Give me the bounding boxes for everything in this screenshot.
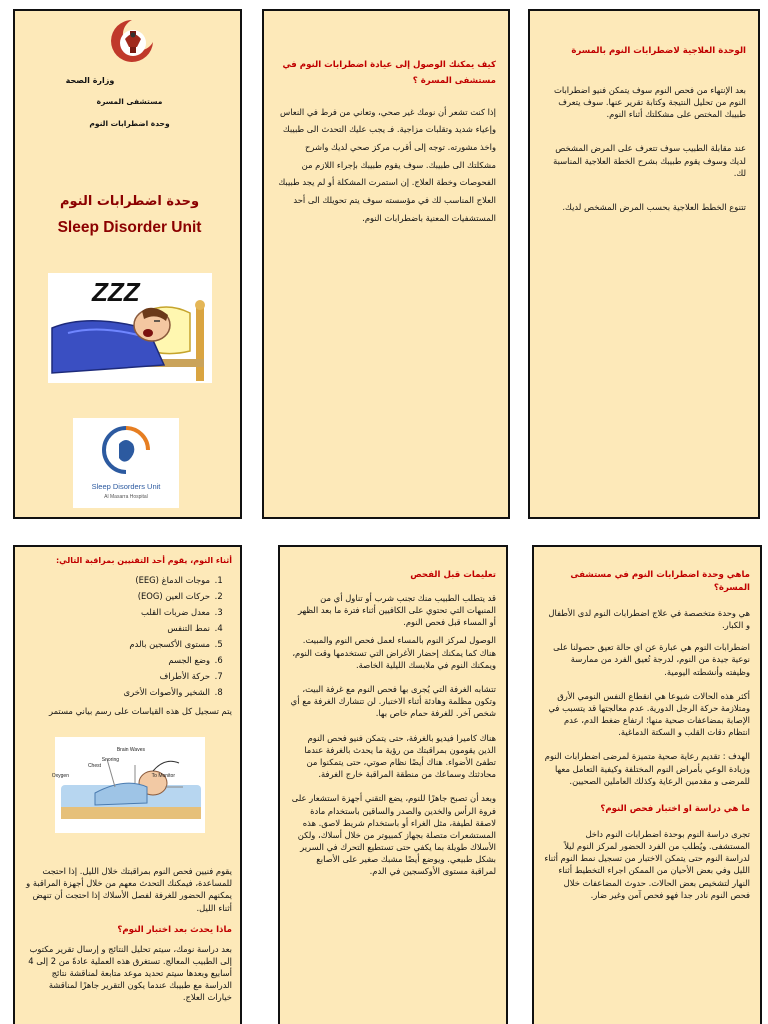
sleeping-person-illustration (48, 273, 212, 383)
ministry-name: وزارة الصحة (65, 76, 115, 85)
hospital-name: مستشفى المسرة (96, 97, 163, 106)
instructions-paragraph-2: الوصول لمركز النوم بالمساء لعمل فحص النوم والمبيت. هناك كما يمكنك إحضار الأغراض التي تستخدمها وقت النوم، ويمكنك النوم في ملابسك الليلية الخاصة. (292, 635, 496, 670)
what-is-unit-paragraph-2: اضطرابات النوم هي عبارة عن اي حالة تعيق حصولنا على نوعية جيدة من النوم، لدرجة تُعيق الفرد من ممارسة وظيفته وأنشطته اليومية. (553, 642, 750, 677)
unit-title-english: Sleep Disorder Unit (57, 219, 202, 236)
sleep-study-heading: ما هي دراسة او اختبار فحص النوم؟ (600, 804, 750, 815)
after-test-body: بعد دراسة نومك، سيتم تحليل النتائج و إرسال تقرير مكتوب إلى الطبيب المعالج. تستغرق هذه العملية عادةً من 2 إلى 4 أسابيع وبعدها سيتم تحديد موعد متابعة لمناقشة نتائج الدراسة مع طبيبك عندما يكون التقرير جاهزًا لمناقشة خيارات العلاج. (28, 943, 232, 1003)
sleep-study-diagram (51, 737, 205, 833)
instructions-paragraph-3: تتشابه الغرفة التي يُجرى بها فحص النوم مع غرفة البيت، وتكون مظلمة وهادئة أثناء الاختبار. لن تتشارك الغرفة مع أي شخص آخر. للغرفة حمام خاص بها. (290, 684, 496, 719)
list-item: 3. معدل ضربات القلب (23, 605, 212, 621)
instructions-paragraph-5: وبعد أن تصبح جاهزًا للنوم، يضع التقني أجهزة استشعار على فروة الرأس والخدين والصدر والساقين باستخدام مادة لاصقة لطيفة، مثل الغراء أو باستخدام شريط لاصق. هذه المستشعرات متصلة بجهاز كمبيوتر من خلال أسلاك، ولكن الأسلاك طويلة بما يكفي حتى تستطيع التحرك في السرير بشكل طبيعي. ويوضع أيضًا مشبك صغير على الأصابع لمراقبة مستوى الأوكسجين في الدم. (291, 793, 496, 877)
technician-monitoring-text: يقوم فنيين فحص النوم بمراقبتك خلال الليل. إذا احتجت للمساعدة، فيمكنك التحدث معهم من خلال أجهزة المراقبة و يمكنهم الحضور للغرفة لفصل الأسلاك إذا احتجت أن تنهض أثناء الليل. (26, 866, 232, 913)
after-test-heading: ماذا يحدث بعد اختبار النوم؟ (117, 924, 232, 935)
list-item: 1. موجات الدماغ (EEG) (23, 573, 212, 589)
what-is-unit-heading: ماهي وحدة اضطرابات النوم في مستشفى المسرة؟ (570, 570, 750, 593)
diagram-label-brain-waves: Brain Waves (116, 747, 145, 753)
unit-name-small: وحدة اضطرابات النوم (89, 119, 170, 128)
sleep-study-paragraph: تجرى دراسة النوم بوحدة اضطرابات النوم داخل المستشفى. ويُطلب من الفرد الحضور لمركز النوم ليلاً لدراسة النوم حتى يتمكن الاختبار من تسجيل نمط النوم أثناء الليل وفي بعض الأحيان من الممكن اجراء التخطيط أثناء النهار لتشخيص بعض الحالات. حدوث المضاعفات خلال فحص النوم نادر جدا فهو فحص آمن وغير ضار. (544, 828, 750, 900)
instructions-paragraph-4: هناك كاميرا فيديو بالغرفة، حتى يتمكن فنيو فحص النوم الذين يقومون بمراقبتك من رؤية ما يحدث بالغرفة عندما تطفئ الأضواء. هناك أيضًا نظام صوتي، حتى يتمكنوا من محادثتك وسماعك من منطقة المراقبة خارج الغرفة. (304, 732, 496, 780)
list-item: 6. وضع الجسم (23, 653, 212, 669)
diagram-label-snoring: Snoring (101, 757, 119, 763)
diagram-label-chest: Chest (87, 763, 101, 769)
monitoring-list (23, 573, 232, 701)
what-is-unit-paragraph-1: هي وحدة متخصصة في علاج اضطرابات النوم لدى الأطفال و الكبار. (548, 607, 750, 630)
red-crescent-emblem (109, 17, 155, 67)
sleeping-figure-image (48, 273, 212, 383)
instructions-heading: تعليمات قبل الفحص (410, 570, 496, 580)
diagram-label-to-monitor: To Monitor (151, 773, 175, 779)
instructions-paragraph-1: قد يتطلب الطبيب منك تجنب شرب أو تناول أي من المنبهات التي تحتوي على الكافيين أثناء فترة ما بعد الظهر أو المساء قبل فحص النوم. (297, 592, 496, 628)
treatment-unit-panel (528, 9, 760, 519)
how-to-reach-body: إذا كنت تشعر أن نومك غير صحي، وتعاني من فرط في النعاس وإعياء شديد وتقلبات مزاجية. فـ يجب عليك التحدث الى طبيبك واخذ مشورته. توجه إلى أقرب مركز صحي لديك واشرح مشكلتك الى طبيبك. سوف يقوم طبيبك بإجراء اللازم من الفحوصات وخطة العلاج. إن استمرت المشكلة أو لم يجد طبيبك العلاج المناسب لك في مؤسسته سوف يتم تحويلك الى أحد المستشفيات المعنية باضطرابات النوم. (278, 106, 496, 223)
diagram-label-oxygen: Oxygen (51, 773, 69, 779)
cover-panel (13, 9, 242, 519)
treatment-paragraph-1: بعد الإنتهاء من فحص النوم سوف يتمكن فنيو اضطرابات النوم من تحليل النتيجة وكتابة تقرير عنها. سوف يتعرف طبيبك المختص على مشكلتك أثناء النوم. (554, 84, 746, 120)
logo-subtext: Al Masarra Hospital (104, 494, 148, 500)
list-item: 2. حركات العين (EOG) (23, 589, 212, 605)
logo-text: Sleep Disorders Unit (91, 482, 161, 491)
instructions-panel (278, 545, 508, 1024)
how-to-reach-heading: كيف يمكنك الوصول إلى عيادة اضطرابات النوم في مستشفى المسرة ؟ (282, 60, 496, 87)
patient-with-sensors-image (51, 737, 205, 833)
treatment-paragraph-3: تتنوع الخطط العلاجية بحسب المرض المشخص لديك. (562, 202, 746, 213)
what-is-unit-panel (532, 545, 762, 1024)
recording-note: يتم تسجيل كل هذه القياسات على رسم بياني مستمر (48, 705, 232, 716)
treatment-heading: الوحدة العلاجية لاضطرابات النوم بالمسرة (571, 46, 746, 56)
during-sleep-panel (13, 545, 242, 1024)
list-item: 8. الشخير والأصوات الأخرى (23, 685, 212, 701)
list-item: 5. مستوى الأكسجين بالدم (23, 637, 212, 653)
zzz-text: ZZZ (92, 277, 140, 307)
ministry-emblem (109, 17, 149, 57)
list-item: 4. نمط التنفس (23, 621, 212, 637)
what-is-unit-paragraph-4: الهدف : تقديم رعاية صحية متميزة لمرضى اضطرابات النوم وزيادة الوعي بأمراض النوم المختلفة وكيفية التعامل معها للمرضى و مقدمين الرعاية وكذلك العاملين الصحيين. (544, 751, 750, 786)
sleep-unit-logo (73, 418, 179, 508)
how-to-reach-panel (262, 9, 510, 519)
during-sleep-heading: أثناء النوم، يقوم أحد التقنيين بمراقبة التالي: (55, 556, 232, 565)
unit-title-arabic: وحدة اضطرابات النوم (59, 194, 200, 209)
what-is-unit-paragraph-3: أكثر هذه الحالات شيوعا هي انقطاع النفس النومي الأرق ومتلازمة حركة الرجل الدورية. عدم معالجتها قد يتسبب في الإصابة بمضاعفات صحية منها: ارتفاع ضغط الدم، عدم انتظام دقات القلب و السكتة الدماغية. (548, 690, 750, 738)
list-item: 7. حركة الأطراف (23, 669, 212, 685)
treatment-paragraph-2: عند مقابلة الطبيب سوف تتعرف على المرض المشخص لديك وسوف يقوم طبيبك بشرح الخطة العلاجية المناسبة لك. (553, 143, 746, 178)
